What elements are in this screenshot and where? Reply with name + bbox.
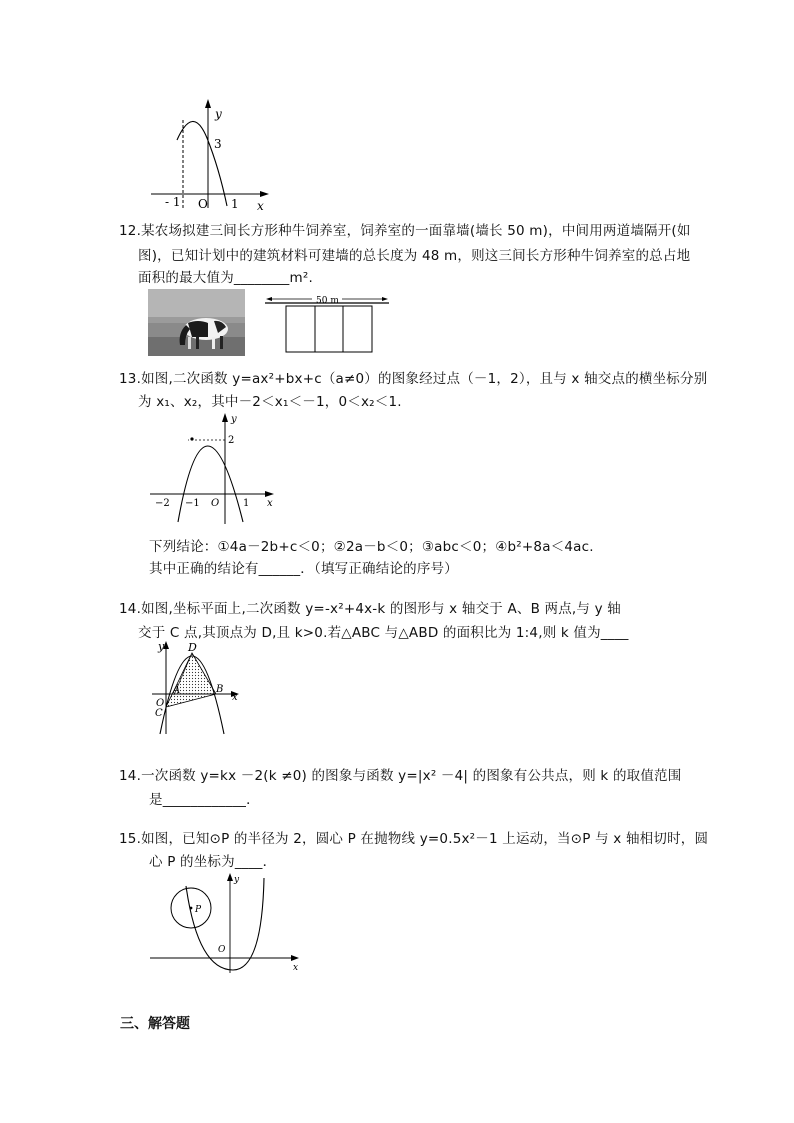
y-intercept-label: 3 (214, 137, 222, 151)
y-axis-label: y (215, 107, 222, 121)
origin-label: O (211, 498, 220, 509)
q15-circle-parabola-figure (146, 870, 306, 975)
wall-diagram (262, 292, 392, 354)
one-label: 1 (231, 197, 239, 211)
q12-line-3: 面积的最大值为________m². (138, 270, 313, 286)
q14a-line-1: 14.如图,坐标平面上,二次函数 y=-x²+4x-k 的图形与 x 轴交于 A、B 两点,与 y 轴 (119, 601, 621, 617)
q13-parabola-figure (145, 410, 280, 526)
q14b-line-2: 是____________． (149, 792, 260, 808)
x-axis-label: x (293, 963, 299, 973)
q13-conclusions: 下列结论：①4a－2b+c＜0；②2a－b＜0；③abc＜0；④b²+8a＜4ac. (149, 539, 594, 555)
wall-length-label: 50 m (316, 296, 339, 306)
q12-line-2: 图)，已知计划中的建筑材料可建墙的总长度为 48 m，则这三间长方形种牛饲养室的总占地 (138, 248, 691, 264)
y-axis-label: y (158, 640, 165, 653)
center-p-label: P (195, 905, 202, 915)
q15-line-1: 15.如图，已知⊙P 的半径为 2，圆心 P 在抛物线 y=0.5x²－1 上运动，当⊙P 与 x 轴相切时，圆 (119, 831, 709, 847)
origin-label: O (198, 197, 208, 211)
q11-parabola-figure (145, 96, 275, 212)
q14-parabola-figure (146, 638, 246, 736)
section-heading: 三、解答题 (120, 1016, 190, 1032)
neg-one-label: −1 (185, 498, 200, 509)
cow-photo (148, 289, 245, 356)
q13-line-1: 13.如图,二次函数 y=ax²+bx+c（a≠0）的图象经过点（－1，2），且与 x 轴交点的横坐标分别 (119, 371, 708, 387)
q13-line-2: 为 x₁、x₂，其中－2＜x₁＜－1，0＜x₂＜1. (138, 394, 402, 410)
q15-line-2: 心 P 的坐标为____． (149, 854, 277, 870)
vertex-d-label: D (188, 641, 197, 654)
x-axis-label: x (257, 199, 264, 212)
point-a-label: A (173, 685, 181, 696)
q12-line-1: 12.某农场拟建三间长方形种牛饲养室，饲养室的一面靠墙(墙长 50 m)，中间用两道墙隔开(如 (119, 223, 691, 239)
neg-two-label: −2 (155, 498, 170, 509)
q13-answer-line: 其中正确的结论有______．（填写正确结论的序号） (149, 561, 458, 577)
one-label: 1 (243, 498, 250, 509)
x-axis-label: x (232, 692, 238, 703)
y-axis-label: y (231, 414, 237, 425)
point-c-label: C (155, 708, 163, 719)
q14b-line-1: 14.一次函数 y=kx －2(k ≠0) 的图象与函数 y=|x² －4| 的图象有公共点，则 k 的取值范围 (119, 768, 682, 784)
q14a-line-2: 交于 C 点,其顶点为 D,且 k>0.若△ABC 与△ABD 的面积比为 1:4,则 k 值为____ (138, 625, 629, 641)
point-b-label: B (216, 684, 224, 695)
origin-label: O (218, 945, 226, 955)
neg-one-label: - 1 (165, 195, 181, 209)
y-two-label: 2 (228, 435, 235, 446)
y-axis-label: y (234, 875, 240, 885)
origin-label: O (156, 698, 165, 709)
x-axis-label: x (267, 498, 273, 509)
